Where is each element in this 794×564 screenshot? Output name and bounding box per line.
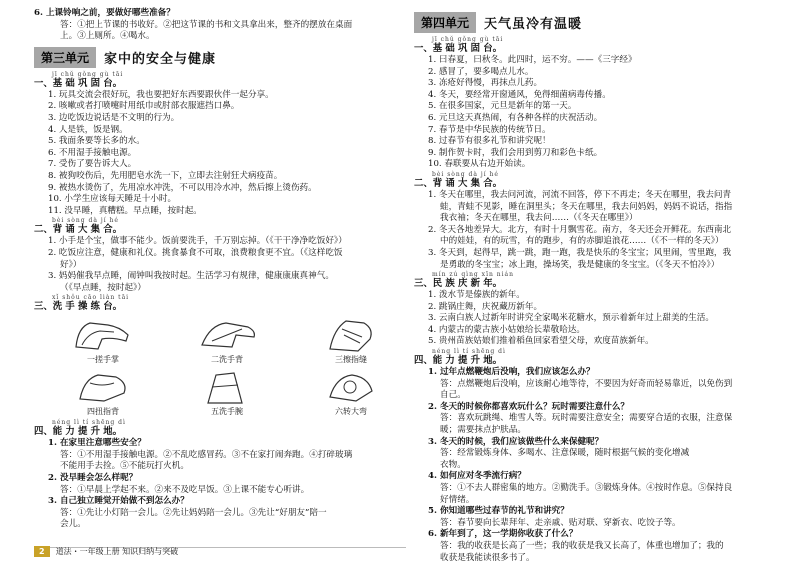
intro-block	[34, 8, 406, 43]
newyear-list	[414, 290, 776, 348]
list-item: 3. 云南白族人过新年时讲究全家喝米花糖水，预示着新年过上甜美的生活。	[428, 313, 714, 324]
list-item: 9. 制作贺卡时，我们会用到剪刀和彩色卡纸。	[428, 147, 603, 158]
list-item: 2. 吃饭应注意，健康和礼仪。挑食暴食不可取，浪费粮食更不宜。（《这样吃饭	[48, 247, 343, 258]
left-column	[34, 8, 406, 531]
list-item: 3. 边吃饭边说话是不文明的行为。	[48, 112, 180, 123]
answer: 答：点燃鞭炮后没响，应该耐心地等待，不要因为好奇而轻易靠近，以免伤到	[440, 378, 733, 389]
right-column	[414, 8, 776, 564]
question: 2. 没早睡会怎么样呢？	[48, 473, 138, 484]
step-caption: 一搓手掌	[87, 355, 119, 365]
section-heading: 二、背 诵 大 集 合。	[414, 177, 503, 189]
question: 6. 新年到了，这一学期你收获了什么？	[428, 529, 578, 540]
list-item: 8. 被狗咬伤后，先用肥皂水洗一下，立即去注射狂犬病疫苗。	[48, 170, 283, 181]
list-item: 4. 内蒙古的蒙古族小姑娘给长辈敬哈达。	[428, 324, 586, 335]
list-item: 7. 春节是中华民族的传统节日。	[428, 124, 551, 135]
answer: 答：经常锻炼身体、多喝水、注意保暖，随时根据气候的变化增减	[440, 448, 690, 459]
question: 1. 过年点燃鞭炮后没响，我们应该怎么办？	[428, 367, 595, 378]
list-item: 7. 受伤了要告诉大人。	[48, 159, 137, 170]
section-heading: 四、能 力 提 升 地。	[414, 355, 503, 367]
section-heading: 二、背 诵 大 集 合。	[34, 224, 123, 236]
step-caption: 六转大弯	[335, 407, 367, 417]
list-item: 5. 我面条要等长多的水。	[48, 136, 145, 147]
handwash-step	[296, 315, 406, 365]
hand-back-icon	[192, 315, 262, 355]
answer: 答：①不去人群密集的地方。②勤洗手。③锻炼身体。④按时作息。⑤保持良	[440, 483, 733, 493]
answer: 好情绪。	[440, 494, 475, 505]
answer: 衣物。	[440, 459, 466, 470]
list-item: 3. 冬天到，起得早，跳一跳，跑一跑，我是快乐的冬宝宝；风里闹，雪里跑，我	[428, 247, 732, 258]
list-item: 2. 跳锅庄舞，庆祝藏历新年。	[428, 301, 543, 312]
list-item: 我衣袖；冬天在哪里，我去问……（《冬天在哪里》）	[440, 213, 638, 224]
handwash-steps	[48, 315, 406, 417]
list-item: 4. 人是铁，饭是钢。	[48, 124, 128, 135]
answer: 暖；需要抹点护肤品。	[440, 425, 526, 436]
answer: 会儿。	[60, 519, 86, 530]
page-footer	[34, 546, 178, 557]
list-item: 2. 感冒了，要多喝点儿水。	[428, 66, 534, 77]
unit-header	[414, 12, 776, 33]
answer: 自己。	[440, 390, 466, 401]
list-item: 3. 妈妈催我早点睡，闹钟叫我按时起。生活学习有规律，健康康康真神气。	[48, 271, 334, 282]
hand-fingers-icon	[316, 315, 386, 355]
section-pinyin: bèi sòng dà jí hé	[52, 217, 119, 225]
list-item: 8. 过春节有很多礼节和讲究呢！	[428, 136, 551, 147]
handwash-step	[296, 367, 406, 417]
section-pinyin: néng lì tí shēng dì	[432, 348, 506, 356]
list-item: 好》）	[60, 259, 82, 270]
section-heading: 一、基 础 巩 固 台。	[34, 77, 123, 89]
list-item: 1. 曰春夏，曰秋冬。此四时，运不穷。——《三字经》	[428, 55, 637, 65]
list-item: 10. 春联要从右边开始读。	[428, 159, 531, 170]
hand-wrist-icon	[192, 367, 262, 407]
answer: 不能用手去捡。⑤不能玩打火机。	[60, 461, 189, 472]
list-item: 2. 冬天各地差异大。北方，有时十月飘雪花。南方，冬天还会开鲜花。东西南北	[428, 224, 732, 235]
list-item: 是勇敢的冬宝宝；冰上跑，操场笑，我是健康的冬宝宝。（《冬天不怕冷》）	[440, 259, 720, 270]
list-item: 1. 泼水节是傣族的新年。	[428, 290, 525, 301]
page-number: 2	[34, 546, 50, 557]
section-pinyin: xǐ shǒu cāo liàn tāi	[52, 294, 130, 302]
section-heading: 四、能 力 提 升 地。	[34, 426, 123, 438]
list-item: （《早点睡，按时起》）	[60, 282, 146, 293]
footer-text: 道法・一年级上册 知识归纳与突破	[55, 547, 179, 556]
step-caption: 二洗手背	[211, 355, 243, 365]
answer: 答：喜欢玩跳绳、堆雪人等。玩时需要注意安全；需要穿合适的衣服，注意保	[440, 413, 733, 424]
unit-label: 第三单元	[34, 47, 96, 68]
handwash-step	[172, 315, 282, 365]
list-item: 4. 冬天，要经常开窗通风，免得细菌病毒传播。	[428, 89, 611, 100]
section-pinyin: néng lì tí shēng dì	[52, 419, 126, 427]
question: 3. 自己独立睡觉开始做不到怎么办？	[48, 496, 189, 507]
list-item: 5. 在很多国家，元旦是新年的第一天。	[428, 101, 577, 112]
intro-answer-cont: 上。③上厕所。④喝水。	[60, 31, 155, 42]
question: 5. 你知道哪些过春节的礼节和讲究？	[428, 506, 569, 517]
list-item: 1. 小手是个宝，做事不能少。饭前要洗手，千万别忘掉。（《干干净净吃饭好》）	[48, 236, 347, 247]
section-heading: 三、洗 手 操 练 台。	[34, 301, 123, 313]
hand-thumb-icon	[316, 367, 386, 407]
list-item: 1. 玩具交流会很好玩，我也要把好东西要跟伙伴一起分享。	[48, 89, 274, 100]
fill-list	[34, 90, 406, 218]
fill-list	[414, 55, 776, 171]
unit-title: 家中的安全与健康	[104, 51, 217, 67]
list-item: 6. 元旦这天真热闹，有各种各样的庆祝活动。	[428, 112, 603, 123]
answer: 答：①早晨上学起不来。②来不及吃早饭。③上课不能专心听讲。	[60, 484, 310, 495]
hand-knuckles-icon	[68, 367, 138, 407]
handwash-step	[172, 367, 282, 417]
list-item: 1. 冬天在哪里，我去问河流，河流不回答，停下不再走；冬天在哪里，我去问青	[428, 189, 732, 200]
section-heading: 三、民 族 庆 新 年。	[414, 278, 503, 290]
answer: 收获是我能读很多书了。	[440, 552, 535, 563]
list-item: 10. 小学生应该每天睡足十小时。	[48, 194, 177, 205]
unit-label: 第四单元	[414, 12, 476, 33]
question: 1. 在家里注意哪些安全？	[48, 438, 146, 449]
list-item: 3. 冻疮好得慢，再抹点儿药。	[428, 78, 543, 89]
unit-title: 天气虽冷有温暖	[484, 17, 583, 32]
qa-list	[414, 367, 776, 564]
recite-list	[414, 190, 776, 271]
intro-question: 6. 上课铃响之前，要做好哪些准备？	[34, 8, 175, 18]
section-pinyin: jī chǔ gǒng gù tāi	[52, 70, 124, 78]
list-item: 6. 不用湿手接触电源。	[48, 147, 137, 158]
step-caption: 五洗手腕	[211, 407, 243, 417]
handwash-step	[48, 315, 158, 365]
section-pinyin: mín zú qìng xīn nián	[432, 271, 514, 279]
answer: 答：春节要向长辈拜年、走亲戚、贴对联、穿新衣、吃饺子等。	[440, 517, 681, 528]
qa-list	[34, 438, 406, 531]
step-caption: 三擦指缝	[335, 355, 367, 365]
answer: 答：①先让小灯陪一会儿。②先让妈妈陪一会儿。③先让“好朋友”陪一	[60, 507, 327, 518]
step-caption: 四扭指背	[87, 407, 119, 417]
list-item: 9. 被热水烫伤了，先用凉水冲洗，不可以用冷水冲，然后擦上烫伤药。	[48, 182, 317, 193]
answer: 答：我的收获是长高了一些；我的收获是我又长高了，体重也增加了；我的	[440, 540, 724, 551]
section-pinyin: jī chǔ gǒng gù tāi	[432, 36, 504, 43]
list-item: 5. 贵州苗族姑娘们推着稻鱼回家看望父母，欢度苗族新年。	[428, 336, 654, 347]
list-item: 中的娃娃，有的玩雪，有的跑步，有的赤脚追浪花……（《不一样的冬天》）	[440, 236, 724, 247]
answer: 答：①不用湿手接触电源。②不乱吃感冒药。③不在家打闹奔跑。④打碎玻璃	[60, 449, 353, 460]
intro-answer: 答：①把上节课的书收好。②把这节课的书和文具拿出来，整齐的摆放在桌面	[60, 19, 353, 30]
unit-header	[34, 47, 406, 68]
recite-list	[34, 236, 406, 294]
question: 3. 冬天的时候，我们应该做些什么来保健呢？	[428, 436, 604, 447]
list-item: 11. 没早睡，真糟糕。早点睡，按时起。	[48, 205, 202, 216]
list-item: 蛙，青蛙不见影，睡在洞里头；冬天在哪里，我去问妈妈，妈妈不说话，指指	[440, 201, 733, 212]
hand-palms-icon	[68, 315, 138, 355]
question: 2. 冬天的时候你都喜欢玩什么？玩时需要注意什么？	[428, 401, 630, 412]
section-heading: 一、基 础 巩 固 台。	[414, 43, 503, 54]
question: 4. 如何应对冬季流行病？	[428, 471, 526, 482]
section-pinyin: bèi sòng dà jí hé	[432, 170, 499, 178]
list-item: 2. 咳嗽或者打喷嚏时用纸巾或肘部衣服遮挡口鼻。	[48, 101, 240, 112]
handwash-step	[48, 367, 158, 417]
